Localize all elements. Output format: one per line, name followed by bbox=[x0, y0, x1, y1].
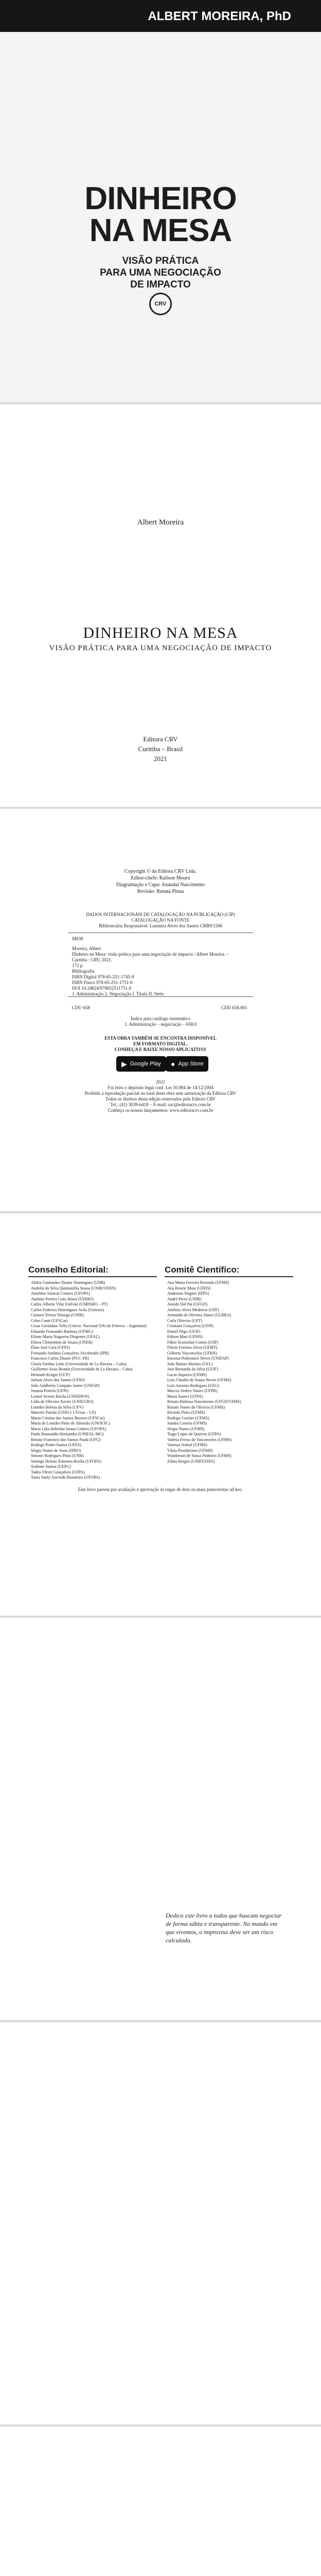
scientific-committee-member: Ricardo Pinto (UFMS) bbox=[167, 1410, 205, 1415]
editorial-board-member: Paulo Romualdo Hernandes (UNIFAL-MG) bbox=[31, 1432, 104, 1436]
editorial-board-member: Leonel Severo Rocha (UNISINOS) bbox=[31, 1394, 90, 1399]
cover-title-line-1: DINHEIRO bbox=[84, 181, 237, 216]
scientific-committee-member: Renata Barbosa Nascimento (UFGD/UFMS) bbox=[167, 1399, 241, 1404]
title-page-subtitle: VISÃO PRÁTICA PARA UMA NEGOCIAÇÃO DE IMPACTO bbox=[49, 644, 272, 652]
scientific-committee-member: Ana Rosete Maia (UFRN) bbox=[167, 1285, 211, 1291]
digital-notice-line-1: ESTA OBRA TAMBÉM SE ENCONTRA DISPONÍVEL bbox=[104, 1036, 217, 1041]
editorial-board-member: João Adalberto Campato Junior (UNESP) bbox=[31, 1383, 100, 1388]
editorial-board-member: Maria de Lourdes Pinto de Almeida (UNOESC) bbox=[31, 1421, 110, 1426]
scientific-committee-member: Valéria Ferraz de Vasconcelos (UFMS) bbox=[167, 1437, 232, 1442]
scientific-committee-member: Marta Soares (UFPA) bbox=[167, 1394, 203, 1399]
editorial-board-member: Fernando Antônio Gonçalves Alcoforado (IPB) bbox=[31, 1350, 109, 1355]
peer-review-note: Este livro passou por avaliação e aprovação às cegas de dois ou mais pareceristas ad hoc. bbox=[78, 1487, 243, 1492]
editorial-board-member: Tadeu Oliver Gonçalves (UFPA) bbox=[31, 1469, 85, 1475]
scientific-committee-member: Armando de Oliveira Júnior (ULBRA) bbox=[167, 1313, 231, 1317]
footer-year: 2021 bbox=[156, 1079, 165, 1084]
cover-subtitle-line-3: DE IMPACTO bbox=[130, 279, 191, 290]
google-play-label: Google Play bbox=[130, 1061, 161, 1067]
editorial-board-member: Élsio José Corá (UFFS) bbox=[31, 1345, 70, 1350]
scientific-committee-member: Fábio Scorsolini-Comin (USP) bbox=[167, 1340, 219, 1345]
digital-notice-line-2: EM FORMATO DIGITAL. bbox=[133, 1041, 188, 1046]
editor-line: Editor-chefe: Railson Moura bbox=[131, 875, 190, 881]
scientific-committee-member: Tiago Lopes de Queiroz (UFPA) bbox=[167, 1432, 221, 1436]
publisher-name: Editora CRV bbox=[143, 735, 178, 743]
cip-record-line: Moreira, Albert bbox=[72, 946, 101, 951]
scientific-committee-member: João Batista Martins (UEL) bbox=[167, 1361, 213, 1366]
editorial-board-member: Josania Portela (UFPI) bbox=[31, 1388, 68, 1393]
footer-line-1: Foi feito o depósito legal conf. Lei 10.994 de 14/12/2004 bbox=[108, 1085, 213, 1090]
cover-subtitle bbox=[0, 255, 321, 291]
cip-librarian: Bibliotecária Responsável: Luzenira Alves dos Santos CRB9/1506 bbox=[99, 923, 222, 928]
editorial-board-member: Celso Conti (UFSCar) bbox=[31, 1318, 68, 1323]
cip-record bbox=[72, 946, 252, 997]
cip-subtitle: CATALOGAÇÃO NA FONTE bbox=[131, 918, 190, 923]
design-line: Diagramação e Capa: Anandaí Nascimento bbox=[116, 882, 205, 888]
copyright-line: Copyright © da Editora CRV Ltda. bbox=[124, 869, 197, 874]
footer-line-3: Todos os direitos desta edição reservados pela Editora CRV bbox=[105, 1096, 216, 1101]
editorial-board-member: Marcelo Paixão (UFRJ e UTexas – US) bbox=[31, 1410, 96, 1415]
editorial-board-member: Helmuth Krüger (UCP) bbox=[31, 1372, 70, 1377]
imprint-credits bbox=[0, 868, 321, 895]
scientific-committee-list bbox=[167, 1280, 241, 1464]
scientific-committee-member: Vânia Prosdócimo (UFMS) bbox=[167, 1448, 213, 1453]
cover-title bbox=[0, 183, 321, 247]
scientific-committee-member: Edison Mari (UFMS) bbox=[167, 1334, 203, 1339]
digital-notice bbox=[0, 1036, 321, 1053]
editorial-board-member: Sérgio Nunes de Jesus (IFRO) bbox=[31, 1448, 81, 1453]
scientific-committee-member: Gilberto Vasconcelos (UFRN) bbox=[167, 1350, 217, 1355]
scientific-committee-member: Cristiano Gonçalves (UFPI) bbox=[167, 1324, 213, 1328]
editorial-board-member: Maria Lília Imbiriba Sousa Colares (UFOPA) bbox=[31, 1426, 106, 1431]
cover-title-line-2: NA MESA bbox=[89, 213, 232, 248]
editorial-board-member: Carmen Tereza Velanga (UNIR) bbox=[31, 1313, 84, 1317]
digital-notice-line-3: CONHEÇA E BAIXE NOSSO APLICATIVO! bbox=[114, 1047, 207, 1052]
cip-record-line: Dinheiro na Mesa: visão prática para uma negociação de impacto / Albert Moreira. – bbox=[72, 952, 229, 957]
summary-page bbox=[0, 2427, 321, 2576]
editorial-board-member: Simone Rodrigues Pinto (UNB) bbox=[31, 1453, 84, 1458]
scientific-committee-member: Vanessa Sobral (UFMS) bbox=[167, 1443, 207, 1447]
footer-line-2: Proibida a reprodução parcial ou total desta obra sem autorização da Editora CRV bbox=[84, 1091, 237, 1096]
scientific-committee-member: Aneide Dal Pai (UFGD) bbox=[167, 1302, 207, 1307]
editorial-board-member: Anselmo Alencar Colares (UFOPA) bbox=[31, 1291, 91, 1296]
editorial-board-member: Renato Francisco dos Santos Paula (UFG) bbox=[31, 1437, 101, 1442]
scientific-committee-title: Comitê Científico: bbox=[165, 1265, 240, 1275]
cip-record-line: 1. Administração 2. Negociação I. Título II. Série. bbox=[72, 991, 165, 996]
editorial-board-member: Guillermo Arias Beatón (Universidade de La Havana – Cuba) bbox=[31, 1367, 133, 1371]
cip-code: M838 bbox=[72, 936, 83, 941]
scientific-committee-member: José Bernardo da Silva (UFJF) bbox=[167, 1367, 218, 1371]
cover-author: ALBERT MOREIRA, PhD bbox=[148, 9, 291, 23]
publication-year: 2021 bbox=[154, 755, 167, 762]
scientific-committee-member: Lucas Siqueira (UFMS) bbox=[167, 1372, 207, 1377]
cdd-code: CDD 658.001 bbox=[221, 1005, 247, 1010]
scientific-committee-member: Rodrigo Goulart (UFMS) bbox=[167, 1415, 209, 1420]
cip-record-line: 172 p. bbox=[72, 963, 84, 968]
publisher-logo-icon: CRV bbox=[149, 293, 172, 315]
editorial-board-list bbox=[31, 1280, 146, 1481]
scientific-committee-member: Daniel Pêgo (UFJF) bbox=[167, 1329, 201, 1334]
title-page-author: Albert Moreira bbox=[137, 518, 184, 527]
scientific-committee-member: Marcos Sedrez Nunes (UFPR) bbox=[167, 1388, 218, 1393]
editorial-board-member: Carlos Alberto Vilar Estêvão (UMINHO – PT) bbox=[31, 1302, 108, 1307]
footer-line-4: Tel.: (41) 3039-6418 – E-mail: sac@editoracrv.com.br bbox=[110, 1102, 211, 1107]
dedication-page bbox=[0, 1618, 321, 2020]
cip-record-line: DOI 10.24824/978652511751.0 bbox=[72, 986, 131, 991]
scientific-committee-member: Wanderson de Sousa Pinheiro (UFMS) bbox=[167, 1453, 231, 1458]
editorial-board-member: Gloria Fariñas León (Universidade de La Havana – Cuba) bbox=[31, 1361, 127, 1366]
editorial-board-member: Maria Cristina dos Santos Bezerra (UFSCar) bbox=[31, 1415, 105, 1420]
editorial-board-member: Eduardo Fernandes Barbosa (UFMG) bbox=[31, 1329, 93, 1334]
scientific-committee-member: Anderson Wagner (IFPA) bbox=[167, 1291, 209, 1296]
cip-record-line: Bibliografia bbox=[72, 969, 95, 974]
scientific-committee-member: Luiz Antonio Rodrigues (UEG) bbox=[167, 1383, 220, 1388]
cip-record-line: ISBN Físico 978-65-251-1751-0 bbox=[72, 980, 133, 985]
cip-record-line: ISBN Digital 978-65-251-1745-9 bbox=[72, 974, 134, 979]
scientific-committee-member: André Perez (UNIR) bbox=[167, 1296, 202, 1301]
scientific-committee-member: Ana Maria Ferreira Rezende (UFMS) bbox=[167, 1280, 229, 1285]
editorial-board-member: Jailson Alves dos Santos (UFRJ) bbox=[31, 1378, 85, 1382]
editorial-board-member: Carlos Federico Dominguez Avila (Unieuro) bbox=[31, 1307, 104, 1312]
editorial-board-member: Solange Helena Ximenes-Rocha (UFOPA) bbox=[31, 1459, 101, 1464]
editorial-board-member: Andréia da Silva Quintanilha Sousa (UNIR/UFRN) bbox=[31, 1285, 116, 1291]
app-store-label: App Store bbox=[178, 1061, 204, 1067]
scientific-committee-member: Carla Oliveira (UFT) bbox=[167, 1318, 202, 1323]
editorial-board-title: Conselho Editorial: bbox=[28, 1265, 109, 1275]
scientific-committee-member: Sandra Correia (UFMS) bbox=[167, 1421, 207, 1426]
editorial-board-member: Sydione Santos (UEPG) bbox=[31, 1464, 71, 1469]
apple-icon: ● bbox=[171, 1060, 175, 1068]
editorial-board-member: Elizeu Clementino de Souza (UNEB) bbox=[31, 1340, 93, 1345]
index-title: Índice para catálogo sistemático bbox=[131, 1016, 190, 1021]
editorial-board-member: Lourdes Helena da Silva (UFV) bbox=[31, 1404, 84, 1410]
cdu-code: CDU 658 bbox=[72, 1005, 90, 1010]
blank-page bbox=[0, 2022, 321, 2425]
cover-subtitle-line-1: VISÃO PRÁTICA bbox=[122, 256, 199, 266]
scientific-committee-member: Antônio Alves Medeiros (UFF) bbox=[167, 1307, 219, 1312]
editorial-board-member: Antônio Pereira Gaio Júnior (UFRRJ) bbox=[31, 1296, 94, 1301]
cip-title: DADOS INTERNACIONAIS DE CATALOGAÇÃO NA PUBLICAÇÃO (CIP) bbox=[86, 912, 235, 917]
app-store-button[interactable] bbox=[166, 1056, 208, 1072]
cip-header bbox=[0, 912, 321, 929]
editorial-board-member: Cesar Gerónimo Tello (Univer. Nacional Três de Febrero – Argentina) bbox=[31, 1324, 147, 1328]
editorial-board-rule bbox=[28, 1276, 157, 1277]
editorial-board-member: Elione Maria Nogueira Diogenes (UFAL) bbox=[31, 1334, 100, 1339]
editorial-board-member: Tania Suely Azevedo Brasileiro (UFOPA) bbox=[31, 1475, 100, 1480]
scientific-committee-member: Flávio Ferreira Alves (UFMT) bbox=[167, 1345, 218, 1350]
dedication-text: Dedico este livro a todos que buscam negociar de forma sábia e transparente. No mundo em que vivemos, o improviso deve ser um risco calculado. bbox=[166, 1912, 282, 1944]
editorial-board-member: Lídia de Oliveira Xavier (UNIEURO) bbox=[31, 1399, 94, 1404]
title-page-publisher bbox=[0, 734, 321, 764]
review-line: Revisão: Renata Pinna bbox=[137, 889, 184, 894]
imprint-footer bbox=[0, 1079, 321, 1113]
scientific-committee-member: Sérgio Nunes (UFMS) bbox=[167, 1426, 205, 1431]
publisher-city: Curitiba – Brasil bbox=[138, 745, 183, 753]
index-item: 1. Administração – negociação – 658.0 bbox=[124, 1022, 197, 1027]
scientific-committee-member: Luiz Claudio de Souza Neves (UFMS) bbox=[167, 1378, 231, 1382]
catalog-index bbox=[0, 1016, 321, 1027]
editorial-board-member: Aldira Guimarães Duarte Domínguez (UNB) bbox=[31, 1280, 105, 1285]
scientific-committee-rule bbox=[165, 1276, 293, 1277]
footer-line-5: Conheça os nossos lançamentos: www.editoracrv.com.br bbox=[108, 1108, 213, 1113]
editorial-board-member: Rodrigo Pratte-Santos (UFES) bbox=[31, 1443, 81, 1447]
cover-subtitle-line-2: PARA UMA NEGOCIAÇÃO bbox=[100, 267, 221, 278]
google-play-button[interactable] bbox=[116, 1056, 166, 1072]
title-page-title: DINHEIRO NA MESA bbox=[83, 624, 238, 641]
editorial-board-member: Francisco Carlos Duarte (PUC-PR) bbox=[31, 1356, 90, 1361]
cip-record-line: Curitiba : CRV, 2021. bbox=[72, 957, 112, 962]
google-play-icon: ▶ bbox=[121, 1059, 127, 1068]
scientific-committee-member: Zilma Borges (UNIFESSPA) bbox=[167, 1459, 215, 1464]
scientific-committee-member: Iracema Poltronieri Neves (UNIFAP) bbox=[167, 1356, 229, 1361]
scientific-committee-member: Renato Nunes de Oliveira (UFMS) bbox=[167, 1404, 225, 1410]
